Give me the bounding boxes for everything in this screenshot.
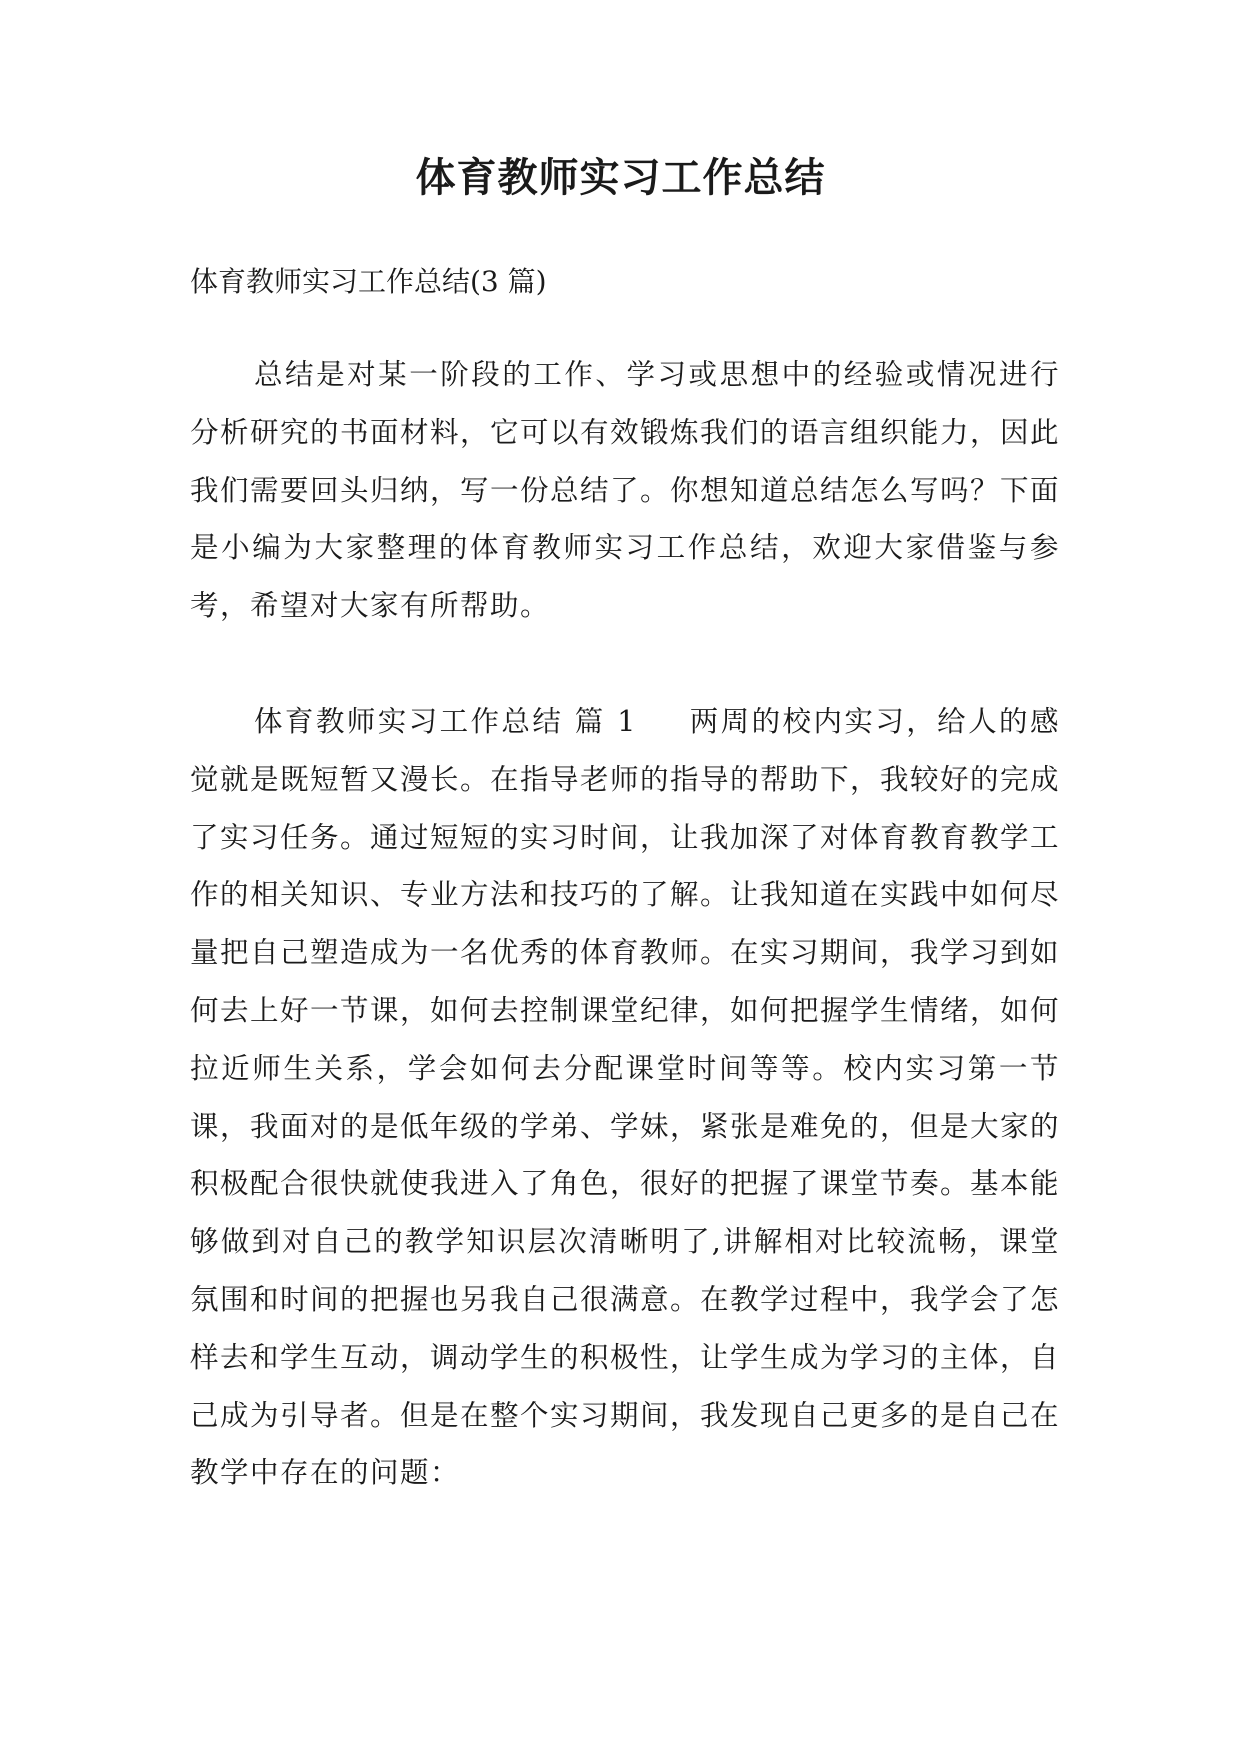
document-title: 体育教师实习工作总结 <box>415 154 826 201</box>
section-1-paragraph <box>190 693 1060 1502</box>
document-subtitle: 体育教师实习工作总结(3 篇) <box>190 265 547 298</box>
intro-paragraph: 总结是对某一阶段的工作、学习或思想中的经验或情况进行分析研究的书面材料，它可以有效锻炼我们的语言组织能力，因此我们需要回头归纳，写一份总结了。你想知道总结怎么写吗？下面是小编为大家整理的体育教师实习工作总结，欢迎大家借鉴与参考，希望对大家有所帮助。 <box>190 358 1061 623</box>
section-1-heading: 体育教师实习工作总结 篇 1 <box>254 705 637 738</box>
section-1-body: 两周的校内实习，给人的感觉就是既短暂又漫长。在指导老师的指导的帮助下，我较好的完成了实习任务。通过短短的实习时间，让我加深了对体育教育教学工作的相关知识、专业方法和技巧的了解。让我知道在实践中如何尽量把自己塑造成为一名优秀的体育教师。在实习期间，我学习到如何去上好一节课，如何去控制课堂纪律，如何把握学生情绪，如何拉近师生关系，学会如何去分配课堂时间等等。校内实习第一节课，我面对的是低年级的学弟、学妹，紧张是难免的，但是大家的积极配合很快就使我进入了角色，很好的把握了课堂节奏。基本能够做到对自己的教学知识层次清晰明了,讲解相对比较流畅，课堂氛围和时间的把握也另我自己很满意。在教学过程中，我学会了怎样去和学生互动，调动学生的积极性，让学生成为学习的主体，自己成为引导者。但是在整个实习期间，我发现自己更多的是自己在教学中存在的问题： <box>190 705 1061 1490</box>
